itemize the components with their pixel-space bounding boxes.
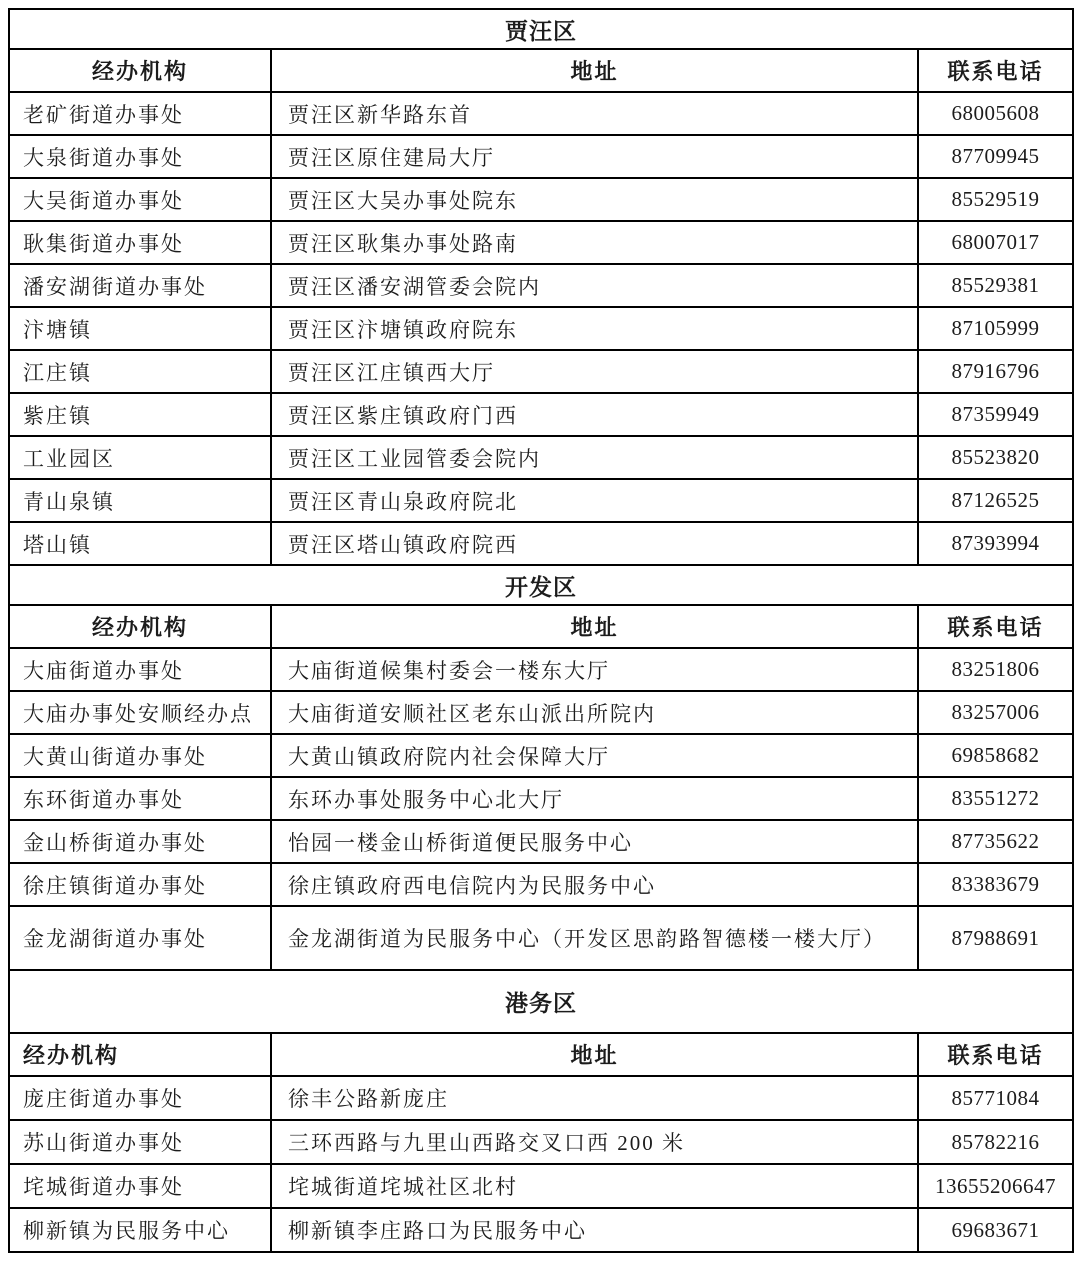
table-row xyxy=(9,863,1073,906)
column-header-address: 地址 xyxy=(271,605,918,648)
address-cell: 金龙湖街道为民服务中心（开发区思韵路智德楼一楼大厅） xyxy=(271,906,918,970)
column-header-row xyxy=(9,1033,1073,1076)
org-cell: 潘安湖街道办事处 xyxy=(9,264,271,307)
address-cell: 贾汪区原住建局大厅 xyxy=(271,135,918,178)
table-row xyxy=(9,135,1073,178)
org-cell: 老矿街道办事处 xyxy=(9,92,271,135)
org-cell: 苏山街道办事处 xyxy=(9,1120,271,1164)
address-cell: 东环办事处服务中心北大厅 xyxy=(271,777,918,820)
table-row xyxy=(9,221,1073,264)
phone-cell: 13655206647 xyxy=(918,1164,1073,1208)
column-header-phone: 联系电话 xyxy=(918,49,1073,92)
phone-cell: 69683671 xyxy=(918,1208,1073,1252)
phone-cell: 87359949 xyxy=(918,393,1073,436)
org-cell: 耿集街道办事处 xyxy=(9,221,271,264)
phone-cell: 85529519 xyxy=(918,178,1073,221)
org-cell: 徐庄镇街道办事处 xyxy=(9,863,271,906)
table-row xyxy=(9,648,1073,691)
phone-cell: 87105999 xyxy=(918,307,1073,350)
table-row xyxy=(9,178,1073,221)
phone-cell: 87126525 xyxy=(918,479,1073,522)
org-cell: 庞庄街道办事处 xyxy=(9,1076,271,1120)
column-header-org: 经办机构 xyxy=(9,605,271,648)
org-cell: 紫庄镇 xyxy=(9,393,271,436)
column-header-row xyxy=(9,49,1073,92)
table-row xyxy=(9,1076,1073,1120)
phone-cell: 87709945 xyxy=(918,135,1073,178)
phone-cell: 83257006 xyxy=(918,691,1073,734)
org-cell: 大黄山街道办事处 xyxy=(9,734,271,777)
table-row xyxy=(9,479,1073,522)
column-header-org: 经办机构 xyxy=(9,49,271,92)
address-cell: 怡园一楼金山桥街道便民服务中心 xyxy=(271,820,918,863)
address-cell: 贾汪区耿集办事处路南 xyxy=(271,221,918,264)
column-header-org: 经办机构 xyxy=(9,1033,271,1076)
table-row xyxy=(9,777,1073,820)
phone-cell: 87393994 xyxy=(918,522,1073,565)
org-cell: 金山桥街道办事处 xyxy=(9,820,271,863)
phone-cell: 85782216 xyxy=(918,1120,1073,1164)
phone-cell: 87988691 xyxy=(918,906,1073,970)
org-cell: 工业园区 xyxy=(9,436,271,479)
phone-cell: 83251806 xyxy=(918,648,1073,691)
address-cell: 贾汪区潘安湖管委会院内 xyxy=(271,264,918,307)
column-header-phone: 联系电话 xyxy=(918,605,1073,648)
address-cell: 徐庄镇政府西电信院内为民服务中心 xyxy=(271,863,918,906)
address-cell: 垞城街道垞城社区北村 xyxy=(271,1164,918,1208)
address-cell: 大庙街道安顺社区老东山派出所院内 xyxy=(271,691,918,734)
table-row xyxy=(9,1164,1073,1208)
address-cell: 贾汪区紫庄镇政府门西 xyxy=(271,393,918,436)
org-cell: 柳新镇为民服务中心 xyxy=(9,1208,271,1252)
address-cell: 贾汪区工业园管委会院内 xyxy=(271,436,918,479)
column-header-phone: 联系电话 xyxy=(918,1033,1073,1076)
phone-cell: 87735622 xyxy=(918,820,1073,863)
section-title: 开发区 xyxy=(9,565,1073,605)
phone-cell: 87916796 xyxy=(918,350,1073,393)
table-row xyxy=(9,350,1073,393)
org-cell: 汴塘镇 xyxy=(9,307,271,350)
table-row xyxy=(9,1120,1073,1164)
table-row xyxy=(9,691,1073,734)
table-row xyxy=(9,906,1073,970)
section-title-row-gangwuqu xyxy=(9,970,1073,1033)
section-title: 港务区 xyxy=(9,970,1073,1033)
phone-cell: 85771084 xyxy=(918,1076,1073,1120)
org-cell: 江庄镇 xyxy=(9,350,271,393)
address-cell: 徐丰公路新庞庄 xyxy=(271,1076,918,1120)
address-cell: 贾汪区青山泉政府院北 xyxy=(271,479,918,522)
org-cell: 垞城街道办事处 xyxy=(9,1164,271,1208)
org-cell: 大吴街道办事处 xyxy=(9,178,271,221)
address-cell: 贾汪区新华路东首 xyxy=(271,92,918,135)
address-cell: 大庙街道候集村委会一楼东大厅 xyxy=(271,648,918,691)
section-title-row-kaifaqu xyxy=(9,565,1073,605)
org-cell: 塔山镇 xyxy=(9,522,271,565)
address-cell: 柳新镇李庄路口为民服务中心 xyxy=(271,1208,918,1252)
table-row xyxy=(9,264,1073,307)
column-header-row xyxy=(9,605,1073,648)
phone-cell: 68005608 xyxy=(918,92,1073,135)
org-cell: 青山泉镇 xyxy=(9,479,271,522)
org-cell: 大庙办事处安顺经办点 xyxy=(9,691,271,734)
table-row xyxy=(9,393,1073,436)
table-row xyxy=(9,734,1073,777)
column-header-address: 地址 xyxy=(271,49,918,92)
column-header-address: 地址 xyxy=(271,1033,918,1076)
phone-cell: 83383679 xyxy=(918,863,1073,906)
agency-contact-table xyxy=(8,8,1074,1253)
phone-cell: 85523820 xyxy=(918,436,1073,479)
phone-cell: 68007017 xyxy=(918,221,1073,264)
phone-cell: 85529381 xyxy=(918,264,1073,307)
address-cell: 贾汪区大吴办事处院东 xyxy=(271,178,918,221)
phone-cell: 83551272 xyxy=(918,777,1073,820)
section-title-row-jiawang xyxy=(9,9,1073,49)
address-cell: 贾汪区江庄镇西大厅 xyxy=(271,350,918,393)
phone-cell: 69858682 xyxy=(918,734,1073,777)
address-cell: 贾汪区汴塘镇政府院东 xyxy=(271,307,918,350)
table-row xyxy=(9,92,1073,135)
org-cell: 东环街道办事处 xyxy=(9,777,271,820)
org-cell: 金龙湖街道办事处 xyxy=(9,906,271,970)
table-row xyxy=(9,820,1073,863)
address-cell: 大黄山镇政府院内社会保障大厅 xyxy=(271,734,918,777)
address-cell: 贾汪区塔山镇政府院西 xyxy=(271,522,918,565)
address-cell: 三环西路与九里山西路交叉口西 200 米 xyxy=(271,1120,918,1164)
org-cell: 大庙街道办事处 xyxy=(9,648,271,691)
table-row xyxy=(9,307,1073,350)
section-title: 贾汪区 xyxy=(9,9,1073,49)
table-row xyxy=(9,1208,1073,1252)
table-row xyxy=(9,436,1073,479)
org-cell: 大泉街道办事处 xyxy=(9,135,271,178)
table-row xyxy=(9,522,1073,565)
